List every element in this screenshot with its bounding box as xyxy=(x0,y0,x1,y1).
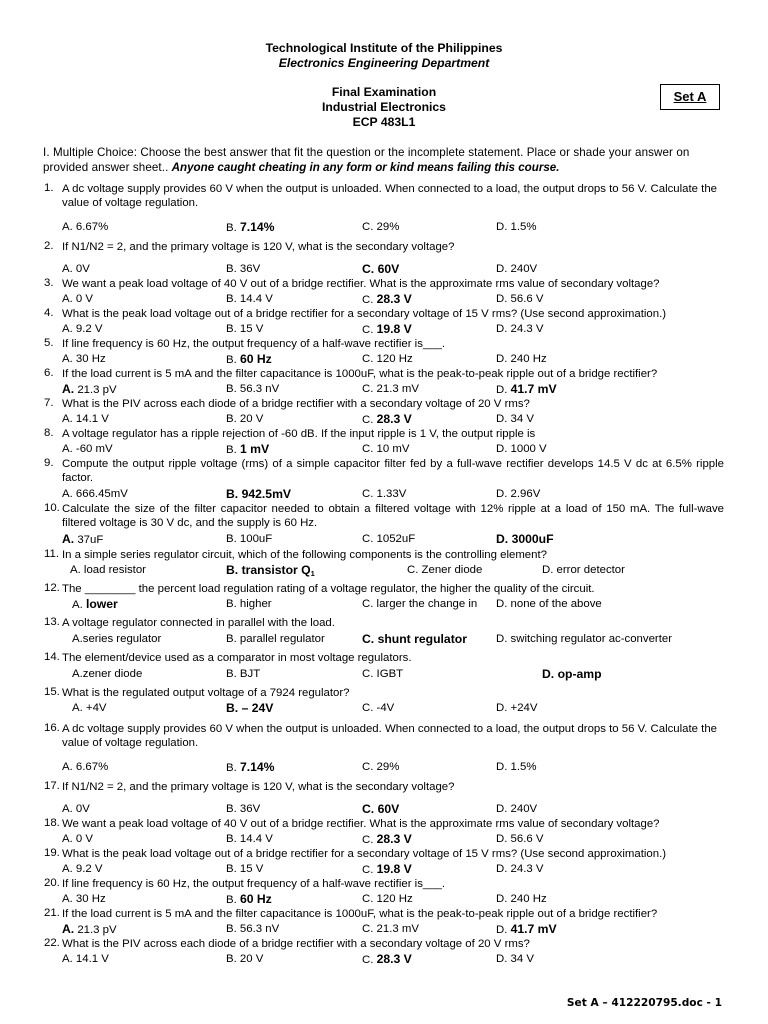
option-a-answer: A. xyxy=(62,532,75,546)
subject-title: Industrial Electronics xyxy=(322,100,446,114)
option-d: D. 34 V xyxy=(496,413,534,425)
option-c-answer: C. shunt regulator xyxy=(362,632,467,646)
question-number: 20. xyxy=(44,877,60,889)
option-b: B. 20 V xyxy=(226,413,264,425)
question-number: 15. xyxy=(44,686,60,698)
page-footer: Set A – 412220795.doc - 1 xyxy=(566,997,722,1009)
option-c: C. 28.3 V xyxy=(362,292,412,306)
option-c-answer: 28.3 V xyxy=(376,292,412,306)
option-d: D. 240 Hz xyxy=(496,893,547,905)
question-text: If line frequency is 60 Hz, the output frequency of a half-wave rectifier is___. xyxy=(62,878,446,890)
question-text: What is the PIV across each diode of a bridge rectifier with a secondary voltage of 20 V rms? xyxy=(62,398,530,410)
option-d: D. 56.6 V xyxy=(496,833,544,845)
question-text: If the load current is 5 mA and the filter capacitance is 1000uF, what is the peak-to-peak ripple out of a bridge rectifier? xyxy=(62,368,658,380)
option-d: D. 41.7 mV xyxy=(496,382,557,396)
institute-name: Technological Institute of the Philippines xyxy=(265,41,503,55)
question-number: 13. xyxy=(44,616,60,628)
option-b-answer: 1 mV xyxy=(239,442,270,456)
option-d: D. 1.5% xyxy=(496,761,537,773)
option-d xyxy=(542,667,602,682)
option-c-answer: C. 60V xyxy=(362,802,400,816)
question-number: 18. xyxy=(44,817,60,829)
option-c: C. 19.8 V xyxy=(362,322,412,336)
option-c: C. larger the change in xyxy=(362,598,478,610)
question-text: The ________ the percent load regulation rating of a voltage regulator, the higher the quality of the circuit. xyxy=(62,583,595,595)
option-c-answer: 19.8 V xyxy=(376,322,412,336)
question-text: A dc voltage supply provides 60 V when the output is unloaded. When connected to a load, the output drops to 56 V. Calculate the value of voltage regulation. xyxy=(62,183,717,210)
option-a: A. 6.67% xyxy=(62,761,109,773)
question-number: 4. xyxy=(44,307,54,319)
question-text: What is the regulated output voltage of a 7924 regulator? xyxy=(62,687,350,699)
option-c: C. 1.33V xyxy=(362,488,407,500)
option-c xyxy=(362,802,399,817)
option-a: A. 14.1 V xyxy=(62,953,109,965)
option-d xyxy=(496,532,554,547)
option-c: C. 21.3 mV xyxy=(362,383,419,395)
question-text: A voltage regulator has a ripple rejection of -60 dB. If the input ripple is 1 V, the output ripple is xyxy=(62,428,536,440)
option-b-answer: B. 942.5mV xyxy=(226,487,292,501)
option-b: B. 56.3 nV xyxy=(226,923,280,935)
option-a: A.zener diode xyxy=(72,668,143,680)
option-a: A. 37uF xyxy=(62,532,104,546)
option-a: A. 6.67% xyxy=(62,221,109,233)
option-d: D. 240 Hz xyxy=(496,353,547,365)
question-number: 5. xyxy=(44,337,54,349)
option-a: A. 30 Hz xyxy=(62,893,106,905)
option-d: D. 1.5% xyxy=(496,221,537,233)
option-b: B. 14.4 V xyxy=(226,833,273,845)
option-d: D. error detector xyxy=(542,564,625,576)
option-b: B. parallel regulator xyxy=(226,633,325,645)
option-b: B. 15 V xyxy=(226,863,264,875)
option-a-answer: A. xyxy=(62,382,75,396)
option-c-answer: C. 60V xyxy=(362,262,400,276)
question-number: 21. xyxy=(44,907,60,919)
option-c: C. 28.3 V xyxy=(362,952,412,966)
question-text: Compute the output ripple voltage (rms) of a simple capacitor filter fed by a full-wave rectifier develops 14.5 V dc at 6.5% ripple factor. xyxy=(62,458,724,485)
option-a: A. 9.2 V xyxy=(62,323,103,335)
option-c: C. 29% xyxy=(362,221,400,233)
option-b: B. 1 mV xyxy=(226,442,270,456)
option-b: B. 60 Hz xyxy=(226,892,272,906)
question-number: 1. xyxy=(44,182,54,194)
option-a: A. 0V xyxy=(62,803,90,815)
option-b: B. 20 V xyxy=(226,953,264,965)
question-text: If N1/N2 = 2, and the primary voltage is 120 V, what is the secondary voltage? xyxy=(62,781,455,793)
question-number: 16. xyxy=(44,722,60,734)
option-b: B. 56.3 nV xyxy=(226,383,280,395)
option-c: C. 120 Hz xyxy=(362,353,413,365)
option-d: D. 24.3 V xyxy=(496,323,544,335)
question-number: 9. xyxy=(44,457,54,469)
question-text: We want a peak load voltage of 40 V out of a bridge rectifier. What is the approximate rms value of secondary voltage? xyxy=(62,278,660,290)
question-text: What is the PIV across each diode of a bridge rectifier with a secondary voltage of 20 V rms? xyxy=(62,938,530,950)
option-d: D. +24V xyxy=(496,702,538,714)
question-number: 2. xyxy=(44,240,54,252)
option-c xyxy=(362,632,467,647)
option-b: B. BJT xyxy=(226,668,261,680)
option-d: D. 2.96V xyxy=(496,488,541,500)
question-number: 17. xyxy=(44,780,60,792)
question-number: 3. xyxy=(44,277,54,289)
option-b: B. transistor $Q_1$ xyxy=(226,563,315,578)
option-b: B. 60 Hz xyxy=(226,352,272,366)
cheating-warning: Anyone caught cheating in any form or kind means failing this course. xyxy=(171,161,560,174)
option-b-answer: 60 Hz xyxy=(239,892,272,906)
option-a: A. load resistor xyxy=(70,564,146,576)
set-label: Set A xyxy=(673,89,707,104)
option-d: D. 1000 V xyxy=(496,443,547,455)
option-b: B. 15 V xyxy=(226,323,264,335)
option-c-answer: 28.3 V xyxy=(376,412,412,426)
question-number: 14. xyxy=(44,651,60,663)
question-number: 19. xyxy=(44,847,60,859)
option-d: D. 240V xyxy=(496,803,538,815)
option-d-answer: D. op-amp xyxy=(542,667,602,681)
question-number: 10. xyxy=(44,502,60,514)
instructions xyxy=(43,145,723,175)
option-c: C. 1052uF xyxy=(362,533,416,545)
option-a: A. 21.3 pV xyxy=(62,922,117,936)
option-a: A. 14.1 V xyxy=(62,413,109,425)
option-a: A. +4V xyxy=(72,702,107,714)
department-name: Electronics Engineering Department xyxy=(278,56,490,70)
option-d-answer: D. 3000uF xyxy=(496,532,554,546)
option-a: A. 30 Hz xyxy=(62,353,106,365)
option-c: C. 21.3 mV xyxy=(362,923,419,935)
option-a: A. 0V xyxy=(62,263,90,275)
question-text: If line frequency is 60 Hz, the output frequency of a half-wave rectifier is___. xyxy=(62,338,446,350)
option-a-answer: lower xyxy=(85,597,118,611)
option-d: D. 41.7 mV xyxy=(496,922,557,936)
option-b-answer: 60 Hz xyxy=(239,352,272,366)
option-d: D. 240V xyxy=(496,263,538,275)
option-b: B. 36V xyxy=(226,803,261,815)
option-c-answer: 28.3 V xyxy=(376,952,412,966)
question-text: A voltage regulator connected in parallel with the load. xyxy=(62,617,335,629)
option-b xyxy=(226,487,291,502)
question-text: The element/device used as a comparator in most voltage regulators. xyxy=(62,652,412,664)
question-text: A dc voltage supply provides 60 V when the output is unloaded. When connected to a load, the output drops to 56 V. Calculate the value of voltage regulation. xyxy=(62,723,717,750)
question-number: 6. xyxy=(44,367,54,379)
option-a: A. 0 V xyxy=(62,833,94,845)
option-b-answer: 7.14% xyxy=(239,220,275,234)
option-b: B. 14.4 V xyxy=(226,293,273,305)
option-c xyxy=(362,262,399,277)
option-b: B. 100uF xyxy=(226,533,273,545)
question-text: What is the peak load voltage out of a bridge rectifier for a secondary voltage of 15 V rms? (Use second approximation.) xyxy=(62,308,667,320)
option-c: C. 120 Hz xyxy=(362,893,413,905)
option-d: D. none of the above xyxy=(496,598,602,610)
option-c-answer: 19.8 V xyxy=(376,862,412,876)
option-c: C. 19.8 V xyxy=(362,862,412,876)
option-a: A. lower xyxy=(72,597,118,611)
option-b: B. higher xyxy=(226,598,272,610)
option-c: C. IGBT xyxy=(362,668,404,680)
option-d: D. switching regulator ac-converter xyxy=(496,633,672,645)
option-a-answer: A. xyxy=(62,922,75,936)
option-c: C. 28.3 V xyxy=(362,412,412,426)
instructions-text: I. Multiple Choice: Choose the best answer that fit the question or the incomplete statement. Place or shade your answer on provided answer sheet.. xyxy=(43,146,690,174)
exam-title: Final Examination xyxy=(331,85,437,99)
question-number: 7. xyxy=(44,397,54,409)
question-number: 8. xyxy=(44,427,54,439)
question-text: In a simple series regulator circuit, which of the following components is the controlling element? xyxy=(62,549,547,561)
option-c: C. 28.3 V xyxy=(362,832,412,846)
option-b-answer: 7.14% xyxy=(239,760,275,774)
option-d: D. 24.3 V xyxy=(496,863,544,875)
question-number: 11. xyxy=(44,548,59,560)
option-a: A. -60 mV xyxy=(62,443,113,455)
option-c: C. 29% xyxy=(362,761,400,773)
option-c: C. 10 mV xyxy=(362,443,410,455)
question-text: We want a peak load voltage of 40 V out of a bridge rectifier. What is the approximate rms value of secondary voltage? xyxy=(62,818,660,830)
option-d: D. 34 V xyxy=(496,953,534,965)
question-text: What is the peak load voltage out of a bridge rectifier for a secondary voltage of 15 V rms? (Use second approximation.) xyxy=(62,848,667,860)
option-a: A. 666.45mV xyxy=(62,488,128,500)
option-b: B. 7.14% xyxy=(226,760,275,774)
option-b: B. 36V xyxy=(226,263,261,275)
question-number: 12. xyxy=(44,582,60,594)
option-c-answer: 28.3 V xyxy=(376,832,412,846)
option-d: D. 56.6 V xyxy=(496,293,544,305)
option-b: B. 7.14% xyxy=(226,220,275,234)
option-a: A. 0 V xyxy=(62,293,94,305)
option-d-answer: 41.7 mV xyxy=(510,382,557,396)
question-text: If N1/N2 = 2, and the primary voltage is 120 V, what is the secondary voltage? xyxy=(62,241,455,253)
question-text: If the load current is 5 mA and the filter capacitance is 1000uF, what is the peak-to-peak ripple out of a bridge rectifier? xyxy=(62,908,658,920)
option-c: C. Zener diode xyxy=(407,564,483,576)
option-c: C. -4V xyxy=(362,702,395,714)
option-a: A. 21.3 pV xyxy=(62,382,117,396)
option-a: A. 9.2 V xyxy=(62,863,103,875)
option-a: A.series regulator xyxy=(72,633,162,645)
question-number: 22. xyxy=(44,937,60,949)
course-code: ECP 483L1 xyxy=(352,115,416,129)
question-text: Calculate the size of the filter capacitor needed to obtain a filtered voltage with 12% ripple at a load of 150 mA. The full-wave filtered voltage is 30 V dc, and the supply is 60 Hz. xyxy=(62,503,724,530)
option-b xyxy=(226,701,273,716)
option-b-answer: B. – 24V xyxy=(226,701,274,715)
option-d-answer: 41.7 mV xyxy=(510,922,557,936)
set-label-box xyxy=(660,84,720,110)
option-b-answer: B. transistor Q xyxy=(226,563,311,577)
